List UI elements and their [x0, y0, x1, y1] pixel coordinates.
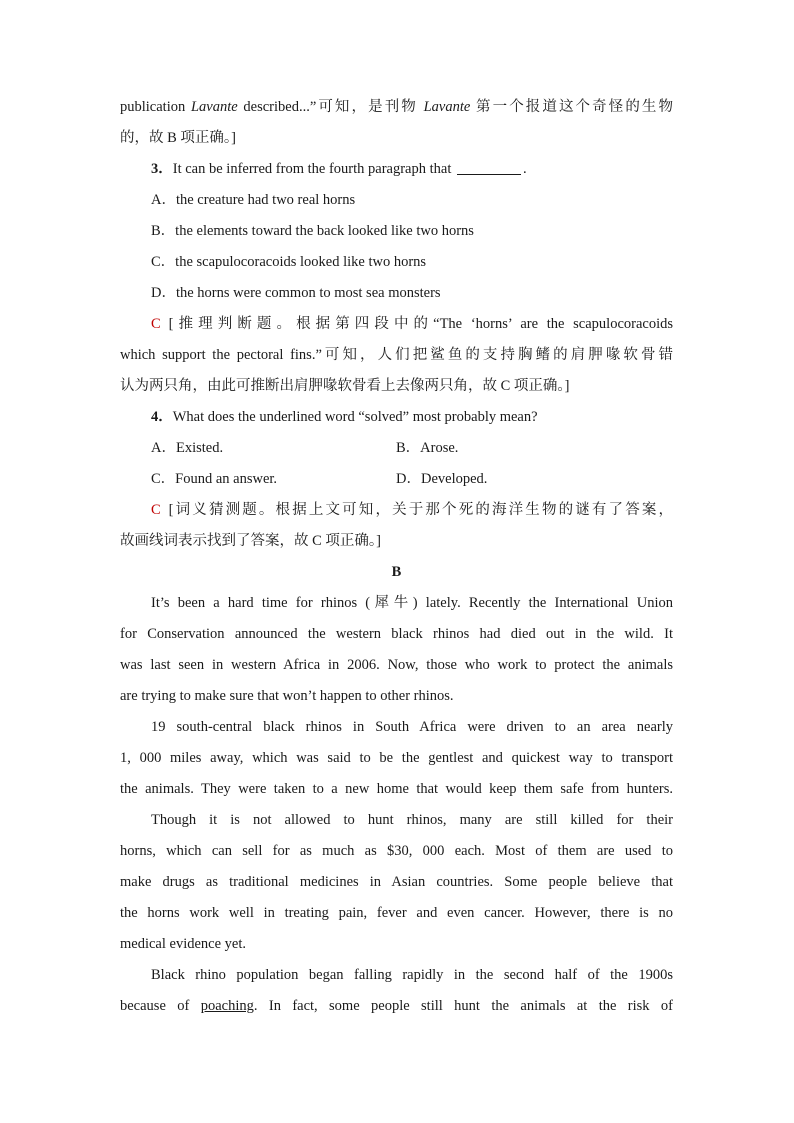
- question-3-explanation-line-3: 认为两只角，由此可推断出肩胛喙软骨看上去像两只角，故 C 项正确。]: [120, 378, 570, 394]
- paragraph-3-line: make drugs as traditional medicines in Asian countries. Some people believe that: [120, 874, 673, 890]
- question-text-end: .: [522, 161, 527, 177]
- answer-letter: C: [151, 316, 161, 332]
- paragraph-4-line: Black rhino population began falling rapidly in the second half of the 1900s: [151, 967, 673, 983]
- paragraph-1-line: for Conservation announced the western black rhinos had died out in the wild. It: [120, 626, 673, 642]
- paragraph-1-line: was last seen in western Africa in 2006. Now, those who work to protect the animals: [120, 657, 673, 673]
- text-segment: . In fact, some people still hunt the animals at the risk of: [253, 998, 673, 1014]
- question-3-option-d: D．the horns were common to most sea monsters: [151, 285, 441, 301]
- question-text: What does the underlined word “solved” most probably mean?: [172, 409, 538, 425]
- question-3-option-c: C．the scapulocoracoids looked like two horns: [151, 254, 427, 270]
- text-segment: 第一个报道这个奇怪的生物: [470, 99, 673, 115]
- paragraph-2-line: 19 south-central black rhinos in South Africa were driven to an area nearly: [151, 719, 673, 735]
- question-3-stem: [120, 154, 673, 185]
- paragraph-1-line: are trying to make sure that won’t happen to other rhinos.: [120, 688, 454, 704]
- text-segment: publication: [120, 99, 191, 115]
- answer-letter: C: [151, 502, 161, 518]
- text-segment: described...”可知，是刊物: [237, 99, 424, 115]
- prev-explanation-line-2: 的，故 B 项正确。]: [120, 130, 236, 146]
- question-4-stem: [120, 402, 673, 433]
- section-b-title: B: [391, 564, 402, 580]
- paragraph-3-line: horns, which can sell for as much as $30, 000 each. Most of them are used to: [120, 843, 673, 859]
- italic-title: Lavante: [423, 99, 471, 115]
- prev-explanation-line-1: [120, 92, 673, 123]
- question-3-option-a: A．the creature had two real horns: [151, 192, 356, 208]
- question-number: 3．: [151, 161, 173, 177]
- document-content: [120, 92, 673, 1022]
- question-4-explanation-line-1: [120, 495, 673, 526]
- explanation-text: [词义猜测题。根据上文可知，关于那个死的海洋生物的谜有了答案，: [168, 502, 673, 518]
- question-number: 4．: [151, 409, 173, 425]
- paragraph-1-line: It’s been a hard time for rhinos (犀牛) lately. Recently the International Union: [151, 595, 673, 611]
- paragraph-3-line: Though it is not allowed to hunt rhinos, many are still killed for their: [151, 812, 673, 828]
- answer-blank: [457, 158, 521, 175]
- question-text: It can be inferred from the fourth paragraph that: [172, 161, 452, 177]
- question-4-option-c: C．Found an answer.: [151, 471, 278, 487]
- question-4-option-b: B．Arose.: [396, 440, 459, 456]
- text-segment: because of: [120, 998, 201, 1014]
- explanation-text: [推理判断题。根据第四段中的“The ‘horns’ are the scapulocoracoids: [168, 316, 673, 332]
- paragraph-4-line: [120, 991, 673, 1022]
- paragraph-3-line: medical evidence yet.: [120, 936, 247, 952]
- question-4-options-row-1: [120, 433, 673, 464]
- question-4-options-row-2: [120, 464, 673, 495]
- question-4-option-d: D．Developed.: [396, 471, 488, 487]
- question-4-explanation-line-2: 故画线词表示找到了答案，故 C 项正确。]: [120, 533, 381, 549]
- question-3-option-b: B．the elements toward the back looked like two horns: [151, 223, 474, 239]
- question-3-explanation-line-2: which support the pectoral fins.”可知，人们把鲨鱼的支持胸鳍的肩胛喙软骨错: [120, 347, 673, 363]
- italic-title: Lavante: [190, 99, 238, 115]
- paragraph-3-line: the horns work well in treating pain, fever and even cancer. However, there is no: [120, 905, 673, 921]
- question-4-option-a: A．Existed.: [151, 440, 224, 456]
- underlined-word: poaching: [200, 998, 254, 1014]
- paragraph-2-line: 1, 000 miles away, which was said to be the gentlest and quickest way to transport: [120, 750, 673, 766]
- question-3-explanation-line-1: [120, 309, 673, 340]
- paragraph-2-line: the animals. They were taken to a new home that would keep them safe from hunters.: [120, 781, 673, 797]
